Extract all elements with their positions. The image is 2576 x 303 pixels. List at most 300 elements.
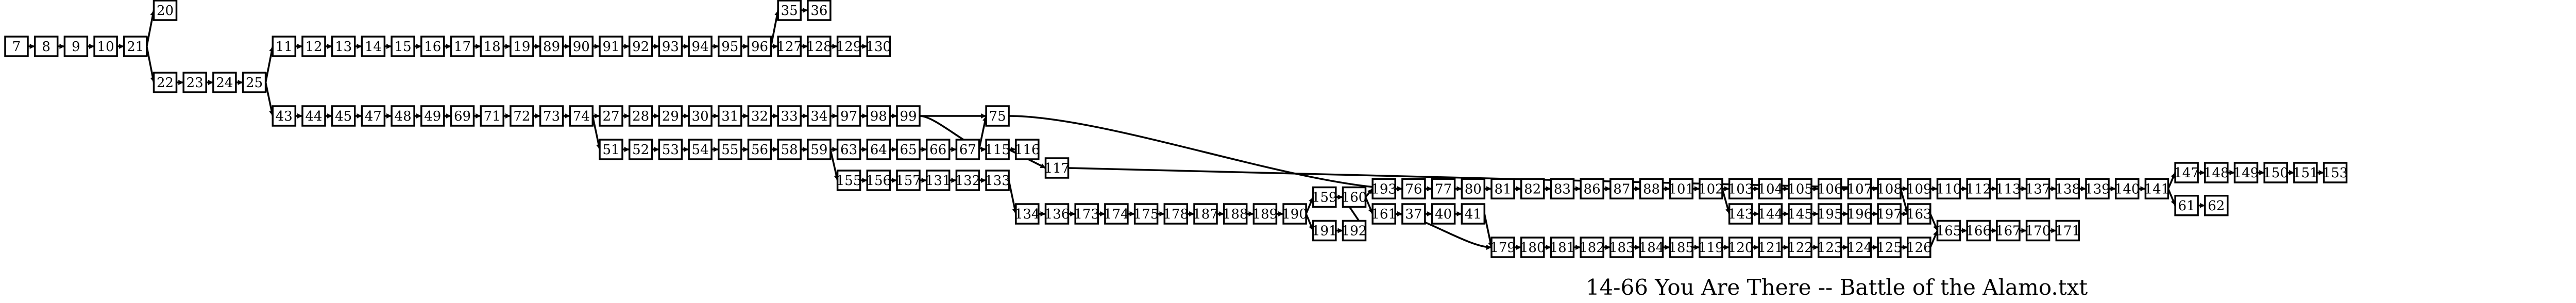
node-30: [689, 106, 711, 126]
node-label: 86: [1583, 181, 1601, 197]
node-label: 196: [1846, 207, 1873, 222]
node-label: 31: [721, 109, 739, 124]
node-48: [392, 106, 414, 126]
node-55: [719, 140, 741, 159]
node-102: [1698, 179, 1724, 198]
node-label: 113: [1995, 181, 2021, 197]
node-58: [778, 140, 801, 159]
node-label: 171: [2055, 223, 2081, 239]
node-52: [630, 140, 652, 159]
node-150: [2263, 163, 2289, 182]
node-label: 25: [246, 75, 263, 91]
edge-21-to-22: [147, 46, 154, 82]
node-81: [1492, 179, 1514, 198]
node-119: [1698, 238, 1724, 257]
node-label: 108: [1876, 181, 1902, 197]
node-label: 104: [1757, 181, 1784, 197]
node-49: [421, 106, 444, 126]
node-label: 130: [866, 39, 892, 55]
node-label: 54: [691, 142, 709, 158]
node-label: 133: [985, 173, 1010, 189]
node-label: 52: [632, 142, 650, 158]
node-134: [1014, 204, 1040, 224]
node-63: [838, 140, 860, 159]
node-127: [776, 37, 802, 56]
node-label: 22: [156, 75, 174, 91]
node-132: [955, 171, 981, 190]
node-label: 9: [72, 39, 80, 55]
node-74: [570, 106, 592, 126]
edge-25-to-43: [266, 82, 273, 116]
node-88: [1640, 179, 1663, 198]
node-label: 150: [2263, 165, 2289, 181]
node-label: 47: [364, 109, 382, 124]
node-label: 112: [1965, 181, 1992, 197]
node-181: [1550, 238, 1575, 257]
node-143: [1728, 204, 1754, 224]
node-69: [451, 106, 474, 126]
node-label: 58: [781, 142, 798, 158]
node-label: 165: [1936, 223, 1962, 239]
node-47: [362, 106, 384, 126]
node-label: 64: [870, 142, 887, 158]
node-label: 181: [1549, 240, 1575, 256]
node-label: 51: [602, 142, 620, 158]
node-189: [1252, 204, 1278, 224]
node-label: 187: [1193, 207, 1218, 222]
node-label: 170: [2025, 223, 2051, 239]
node-71: [481, 106, 503, 126]
node-126: [1906, 238, 1932, 257]
node-161: [1371, 204, 1397, 224]
node-117: [1044, 158, 1070, 178]
node-label: 190: [1282, 207, 1308, 222]
node-label: 156: [866, 173, 892, 189]
node-82: [1521, 179, 1544, 198]
node-41: [1462, 204, 1484, 224]
edge-25-to-11: [266, 46, 273, 82]
node-170: [2025, 221, 2051, 241]
node-141: [2144, 179, 2170, 198]
node-label: 195: [1817, 207, 1843, 222]
node-90: [570, 37, 592, 56]
node-15: [392, 37, 414, 56]
node-115: [985, 140, 1010, 159]
node-87: [1611, 179, 1633, 198]
node-188: [1223, 204, 1248, 224]
node-label: 62: [2208, 198, 2225, 214]
node-125: [1876, 238, 1902, 257]
node-40: [1432, 204, 1455, 224]
node-label: 48: [394, 109, 412, 124]
node-65: [897, 140, 920, 159]
node-label: 67: [959, 142, 976, 158]
node-105: [1787, 179, 1813, 198]
node-197: [1876, 204, 1902, 224]
node-184: [1639, 238, 1665, 257]
node-129: [836, 37, 862, 56]
node-label: 131: [925, 173, 951, 189]
node-label: 87: [1613, 181, 1631, 197]
node-14: [362, 37, 384, 56]
node-label: 110: [1936, 181, 1962, 197]
node-label: 122: [1787, 240, 1813, 256]
node-167: [1995, 221, 2021, 241]
node-73: [540, 106, 563, 126]
node-label: 149: [2233, 165, 2259, 181]
node-label: 151: [2293, 165, 2318, 181]
node-12: [302, 37, 325, 56]
node-label: 13: [335, 39, 352, 55]
node-label: 77: [1435, 181, 1452, 197]
node-107: [1847, 179, 1873, 198]
node-label: 95: [721, 39, 739, 55]
node-layer: [5, 1, 2348, 257]
node-label: 101: [1668, 181, 1694, 197]
node-80: [1462, 179, 1484, 198]
node-label: 61: [2178, 198, 2195, 214]
node-32: [749, 106, 771, 126]
node-label: 136: [1044, 207, 1070, 222]
node-133: [985, 171, 1010, 190]
node-159: [1312, 188, 1337, 207]
node-148: [2204, 163, 2229, 182]
node-174: [1104, 204, 1129, 224]
node-label: 41: [1464, 207, 1482, 222]
node-label: 197: [1876, 207, 1902, 222]
node-149: [2233, 163, 2259, 182]
node-112: [1965, 179, 1991, 198]
node-label: 183: [1608, 240, 1635, 256]
node-label: 161: [1371, 207, 1397, 222]
node-75: [986, 106, 1009, 126]
node-104: [1757, 179, 1783, 198]
node-label: 14: [364, 39, 382, 55]
node-140: [2114, 179, 2140, 198]
node-label: 129: [836, 39, 862, 55]
node-label: 155: [836, 173, 862, 189]
node-label: 174: [1104, 207, 1129, 222]
node-label: 65: [900, 142, 917, 158]
node-155: [836, 171, 862, 190]
node-17: [451, 37, 474, 56]
node-122: [1787, 238, 1813, 257]
node-label: 89: [543, 39, 561, 55]
node-label: 96: [751, 39, 769, 55]
node-83: [1551, 179, 1573, 198]
node-label: 106: [1817, 181, 1843, 197]
node-label: 134: [1014, 207, 1040, 222]
node-113: [1995, 179, 2021, 198]
node-label: 102: [1698, 181, 1724, 197]
node-196: [1847, 204, 1873, 224]
node-label: 116: [1014, 142, 1040, 158]
node-label: 27: [602, 109, 620, 124]
node-label: 143: [1727, 207, 1754, 222]
node-label: 140: [2114, 181, 2140, 197]
node-label: 121: [1757, 240, 1784, 256]
node-138: [2055, 179, 2080, 198]
node-label: 24: [216, 75, 233, 91]
node-131: [925, 171, 951, 190]
node-label: 157: [895, 173, 921, 189]
node-label: 90: [572, 39, 590, 55]
node-44: [302, 106, 325, 126]
node-120: [1728, 238, 1754, 257]
node-56: [749, 140, 771, 159]
node-label: 185: [1668, 240, 1694, 256]
node-label: 36: [810, 3, 828, 19]
node-label: 128: [806, 39, 832, 55]
node-label: 53: [662, 142, 679, 158]
node-label: 144: [1757, 207, 1784, 222]
node-label: 166: [1965, 223, 1992, 239]
node-98: [867, 106, 890, 126]
node-label: 120: [1727, 240, 1754, 256]
node-label: 188: [1222, 207, 1248, 222]
node-9: [64, 37, 87, 56]
node-37: [1402, 204, 1425, 224]
node-label: 66: [929, 142, 947, 158]
node-166: [1965, 221, 1991, 241]
node-label: 98: [870, 109, 887, 124]
node-label: 35: [781, 3, 798, 19]
node-147: [2174, 163, 2199, 182]
node-92: [630, 37, 652, 56]
node-61: [2175, 196, 2198, 215]
node-label: 182: [1579, 240, 1605, 256]
node-label: 16: [424, 39, 442, 55]
node-136: [1044, 204, 1070, 224]
node-label: 193: [1371, 181, 1397, 197]
node-label: 127: [776, 39, 803, 55]
node-label: 8: [42, 39, 50, 55]
node-label: 163: [1906, 207, 1932, 222]
node-8: [35, 37, 58, 56]
node-16: [421, 37, 444, 56]
node-103: [1728, 179, 1754, 198]
node-21: [124, 37, 147, 56]
node-label: 80: [1464, 181, 1482, 197]
node-109: [1906, 179, 1932, 198]
node-163: [1906, 204, 1932, 224]
node-label: 83: [1553, 181, 1571, 197]
node-128: [806, 37, 832, 56]
node-190: [1282, 204, 1308, 224]
node-label: 132: [955, 173, 981, 189]
node-43: [273, 106, 295, 126]
node-label: 40: [1435, 207, 1452, 222]
node-label: 49: [424, 109, 442, 124]
node-25: [243, 73, 266, 92]
node-label: 123: [1817, 240, 1843, 256]
node-62: [2205, 196, 2228, 215]
node-label: 29: [662, 109, 679, 124]
node-label: 141: [2144, 181, 2170, 197]
node-label: 107: [1846, 181, 1873, 197]
node-96: [749, 37, 771, 56]
node-label: 91: [602, 39, 620, 55]
node-label: 105: [1787, 181, 1813, 197]
node-86: [1581, 179, 1603, 198]
node-label: 30: [691, 109, 709, 124]
node-label: 11: [275, 39, 293, 55]
node-144: [1757, 204, 1783, 224]
node-label: 153: [2322, 165, 2348, 181]
node-51: [600, 140, 622, 159]
node-76: [1402, 179, 1425, 198]
node-97: [838, 106, 860, 126]
node-label: 7: [12, 39, 21, 55]
node-91: [600, 37, 622, 56]
node-180: [1520, 238, 1546, 257]
node-94: [689, 37, 711, 56]
node-label: 71: [483, 109, 501, 124]
node-label: 37: [1405, 207, 1422, 222]
node-23: [183, 73, 206, 92]
node-121: [1757, 238, 1783, 257]
node-label: 81: [1494, 181, 1512, 197]
node-173: [1074, 204, 1099, 224]
node-157: [895, 171, 921, 190]
node-label: 119: [1698, 240, 1724, 256]
node-label: 178: [1163, 207, 1189, 222]
node-label: 33: [781, 109, 798, 124]
node-label: 55: [721, 142, 739, 158]
node-99: [897, 106, 920, 126]
node-11: [273, 37, 295, 56]
node-label: 103: [1727, 181, 1754, 197]
node-67: [956, 140, 979, 159]
node-label: 56: [751, 142, 769, 158]
node-13: [332, 37, 355, 56]
node-label: 94: [691, 39, 709, 55]
node-137: [2025, 179, 2051, 198]
node-label: 115: [985, 142, 1010, 158]
node-label: 97: [840, 109, 858, 124]
node-24: [213, 73, 236, 92]
node-28: [630, 106, 652, 126]
node-175: [1133, 204, 1159, 224]
edge-74-to-51: [592, 116, 600, 149]
node-66: [927, 140, 950, 159]
node-151: [2293, 163, 2318, 182]
node-130: [866, 37, 891, 56]
node-20: [154, 1, 177, 20]
node-77: [1432, 179, 1455, 198]
node-187: [1193, 204, 1218, 224]
node-110: [1936, 179, 1962, 198]
node-183: [1609, 238, 1635, 257]
node-label: 167: [1995, 223, 2021, 239]
node-19: [511, 37, 533, 56]
node-label: 23: [186, 75, 204, 91]
node-label: 20: [156, 3, 174, 19]
node-label: 72: [513, 109, 531, 124]
node-label: 191: [1311, 223, 1337, 239]
node-label: 138: [2055, 181, 2081, 197]
node-29: [659, 106, 682, 126]
node-59: [808, 140, 831, 159]
node-53: [659, 140, 682, 159]
node-label: 17: [453, 39, 471, 55]
node-31: [719, 106, 741, 126]
node-label: 145: [1787, 207, 1813, 222]
node-label: 76: [1405, 181, 1422, 197]
node-label: 159: [1311, 190, 1337, 206]
node-label: 74: [572, 109, 590, 124]
node-45: [332, 106, 355, 126]
node-89: [540, 37, 563, 56]
node-178: [1163, 204, 1189, 224]
node-label: 82: [1524, 181, 1541, 197]
node-35: [778, 1, 801, 20]
node-101: [1668, 179, 1694, 198]
node-label: 175: [1133, 207, 1159, 222]
node-193: [1371, 179, 1397, 198]
node-10: [94, 37, 117, 56]
node-label: 160: [1341, 190, 1367, 206]
node-label: 189: [1252, 207, 1278, 222]
node-124: [1847, 238, 1873, 257]
node-72: [511, 106, 533, 126]
node-label: 43: [275, 109, 293, 124]
node-label: 147: [2174, 165, 2199, 181]
node-label: 69: [453, 109, 471, 124]
node-18: [481, 37, 503, 56]
node-label: 124: [1846, 240, 1873, 256]
node-64: [867, 140, 890, 159]
node-label: 117: [1044, 161, 1070, 176]
node-123: [1817, 238, 1843, 257]
node-label: 75: [989, 109, 1006, 124]
node-192: [1342, 221, 1367, 241]
node-label: 59: [810, 142, 828, 158]
node-label: 192: [1341, 223, 1367, 239]
node-label: 173: [1074, 207, 1100, 222]
node-label: 45: [335, 109, 352, 124]
node-165: [1936, 221, 1962, 241]
node-label: 19: [513, 39, 531, 55]
node-label: 179: [1490, 240, 1516, 256]
node-label: 92: [632, 39, 650, 55]
node-95: [719, 37, 741, 56]
node-label: 137: [2025, 181, 2051, 197]
node-160: [1342, 188, 1367, 207]
node-label: 15: [394, 39, 412, 55]
node-27: [600, 106, 622, 126]
node-33: [778, 106, 801, 126]
node-label: 44: [305, 109, 323, 124]
graph-caption: 14-66 You Are There -- Battle of the Alamo.txt: [1585, 275, 2088, 300]
node-185: [1668, 238, 1694, 257]
node-label: 184: [1638, 240, 1665, 256]
node-label: 18: [483, 39, 501, 55]
node-182: [1579, 238, 1605, 257]
node-156: [866, 171, 891, 190]
node-label: 63: [840, 142, 858, 158]
node-label: 93: [662, 39, 679, 55]
node-label: 32: [751, 109, 769, 124]
edge-21-to-20: [147, 10, 154, 46]
node-179: [1490, 238, 1516, 257]
node-139: [2084, 179, 2110, 198]
node-label: 125: [1876, 240, 1902, 256]
node-195: [1817, 204, 1843, 224]
node-108: [1876, 179, 1902, 198]
node-34: [808, 106, 831, 126]
node-label: 10: [97, 39, 114, 55]
